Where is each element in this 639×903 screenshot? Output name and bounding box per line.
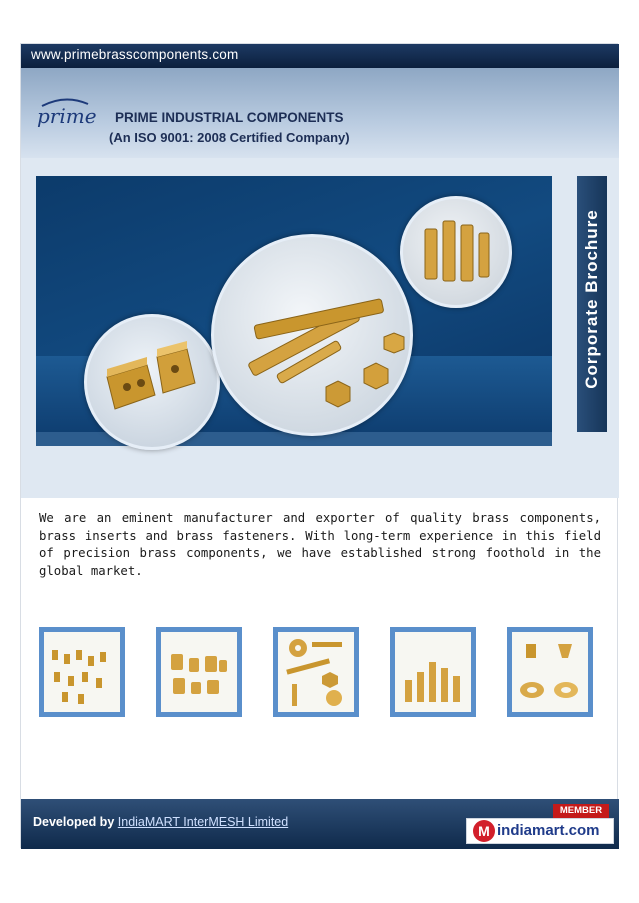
indiamart-logo xyxy=(466,818,614,844)
thumbnail-brass-fasteners[interactable] xyxy=(273,627,359,717)
brass-fittings-thumb-icon xyxy=(512,632,588,712)
brass-anchor-shape xyxy=(425,229,437,279)
developer-link[interactable]: IndiaMART InterMESH Limited xyxy=(117,815,289,829)
brass-anchor-shape xyxy=(443,221,455,281)
brass-nut-shape xyxy=(326,381,350,407)
knurled-inserts-thumb-icon xyxy=(161,632,237,712)
brass-anchors-image xyxy=(400,196,512,308)
thumbnail-knurled-inserts[interactable] xyxy=(156,627,242,717)
header xyxy=(21,68,619,158)
indiamart-m-icon xyxy=(471,819,497,843)
developed-by-label: Developed by xyxy=(33,815,115,829)
logo-text: prime xyxy=(37,104,97,128)
brass-anchor-shape xyxy=(461,225,473,281)
brass-insert-shape xyxy=(107,357,155,409)
indiamart-site: indiamart.com xyxy=(497,822,600,839)
thumbnail-brass-anchors[interactable] xyxy=(390,627,476,717)
svg-text:M: M xyxy=(478,823,490,839)
brass-bolts-nuts-image xyxy=(211,234,413,436)
brass-fasteners-thumb-icon xyxy=(278,632,354,712)
side-label-tab xyxy=(577,176,607,432)
brass-inserts-thumb-icon xyxy=(44,632,120,712)
company-name: PRIME INDUSTRIAL COMPONENTS xyxy=(115,110,344,125)
member-label: MEMBER xyxy=(553,804,609,818)
thumbnail-brass-fittings[interactable] xyxy=(507,627,593,717)
brass-nut-shape xyxy=(384,333,404,353)
website-url[interactable]: www.primebrasscomponents.com xyxy=(31,47,239,62)
indiamart-member-badge[interactable] xyxy=(461,799,619,849)
brass-insert-shape xyxy=(157,341,195,393)
brass-nut-shape xyxy=(364,363,388,389)
brass-anchors-thumb-icon xyxy=(395,632,471,712)
thumbnail-brass-inserts[interactable] xyxy=(39,627,125,717)
iso-certification: (An ISO 9001: 2008 Certified Company) xyxy=(109,130,350,145)
company-description: We are an eminent manufacturer and exporter of quality brass components, brass inserts and brass fasteners. With long-term experience in this field of precision brass components, we have established strong foothold in the global market. xyxy=(39,511,601,578)
developer-credit xyxy=(33,815,288,829)
corporate-brochure-label: Corporate Brochure xyxy=(582,209,601,389)
prime-logo xyxy=(37,104,97,128)
brass-inserts-image xyxy=(84,314,220,450)
logo-swoosh-icon xyxy=(40,98,90,108)
brochure-page xyxy=(20,43,618,848)
brass-anchor-shape xyxy=(479,233,489,277)
url-bar xyxy=(21,44,619,68)
